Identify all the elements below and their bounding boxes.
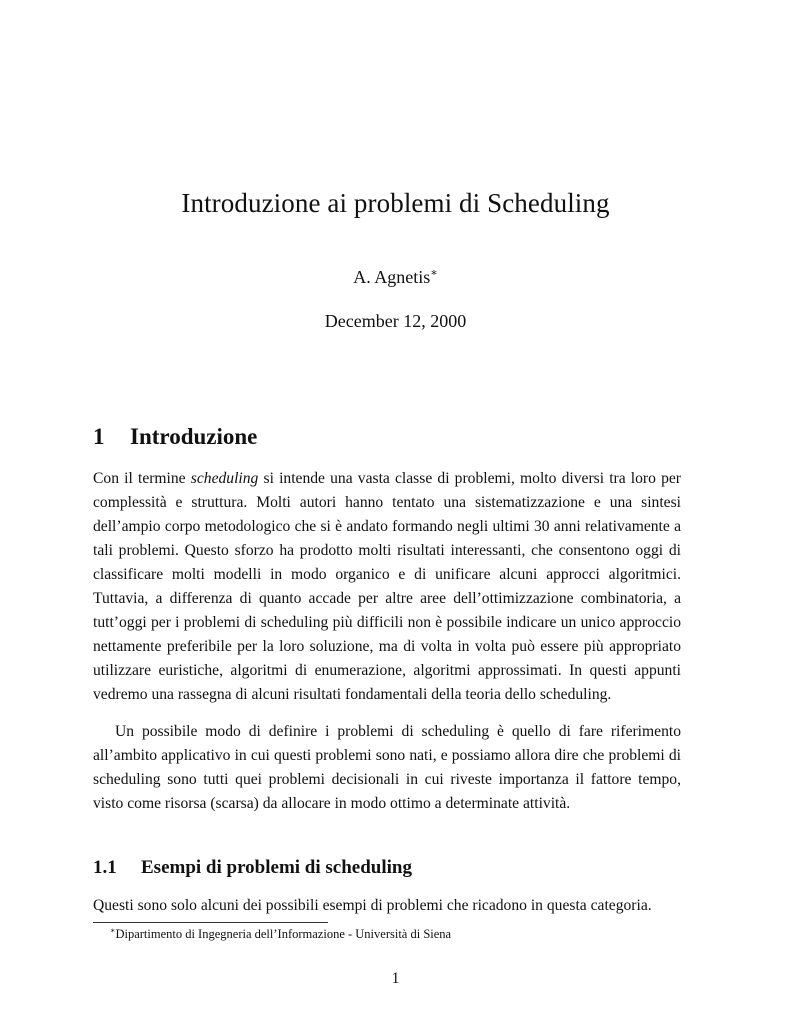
author-line (0, 266, 791, 288)
section-heading-introduzione (93, 424, 257, 450)
paragraph-1-rest: si intende una vasta classe di problemi, molto diversi tra loro per complessità e struttura. Molti autori hanno tentato una sistematizzazione e una sintesi dell’ampio corpo metodologico che si è andato formando negli ultimi 30 anni relativamente a tali problemi. Questo sforzo ha prodotto molti risultati interessanti, che consentono oggi di classificare molti modelli in modo organico e di unificare alcuni approcci algoritmici. Tuttavia, a differenza di quanto accade per altre aree dell’ottimizzazione combinatoria, a tutt’oggi per i problemi di scheduling più difficili non è possibile indicare un unico approccio nettamente preferibile per la loro soluzione, ma di volta in volta può essere più appropriato utilizzare euristiche, algoritmi di enumerazione, algoritmi approssimati. In questi appunti vedremo una rassegna di alcuni risultati fondamentali della teoria dello scheduling. (93, 470, 681, 703)
footnote (110, 926, 451, 942)
subsection-number: 1.1 (93, 857, 117, 878)
page-number: 1 (391, 970, 400, 987)
subsection-heading-esempi (93, 857, 412, 879)
paragraph-3: Questi sono solo alcuni dei possibili esempi di problemi che ricadono in questa categoria. (93, 897, 652, 914)
author-name: A. Agnetis (353, 267, 431, 287)
paper-date: December 12, 2000 (324, 311, 467, 331)
paragraph-1 (93, 467, 681, 707)
section-title: Introduzione (130, 424, 258, 449)
subsection-title: Esempi di problemi di scheduling (141, 857, 412, 878)
footnote-text: Dipartimento di Ingegneria dell’Informazione - Università di Siena (115, 927, 452, 941)
footnote-mark: ∗ (110, 926, 116, 935)
paragraph-1-lead: Con il termine (93, 470, 191, 487)
section-number: 1 (93, 424, 105, 449)
paragraph-2: Un possibile modo di definire i problemi di scheduling è quello di fare riferimento all’ambito applicativo in cui questi problemi sono nati, e possiamo allora dire che problemi di scheduling sono tutti quei problemi decisionali in cui riveste importanza il fattore tempo, visto come risorsa (scarsa) da allocare in modo ottimo a determinate attività. (93, 723, 681, 812)
paper-title: Introduzione ai problemi di Scheduling (181, 188, 610, 218)
author-footnote-mark: ∗ (430, 267, 438, 279)
footnote-divider (93, 922, 328, 923)
paragraph-1-emphasis: scheduling (190, 470, 259, 487)
